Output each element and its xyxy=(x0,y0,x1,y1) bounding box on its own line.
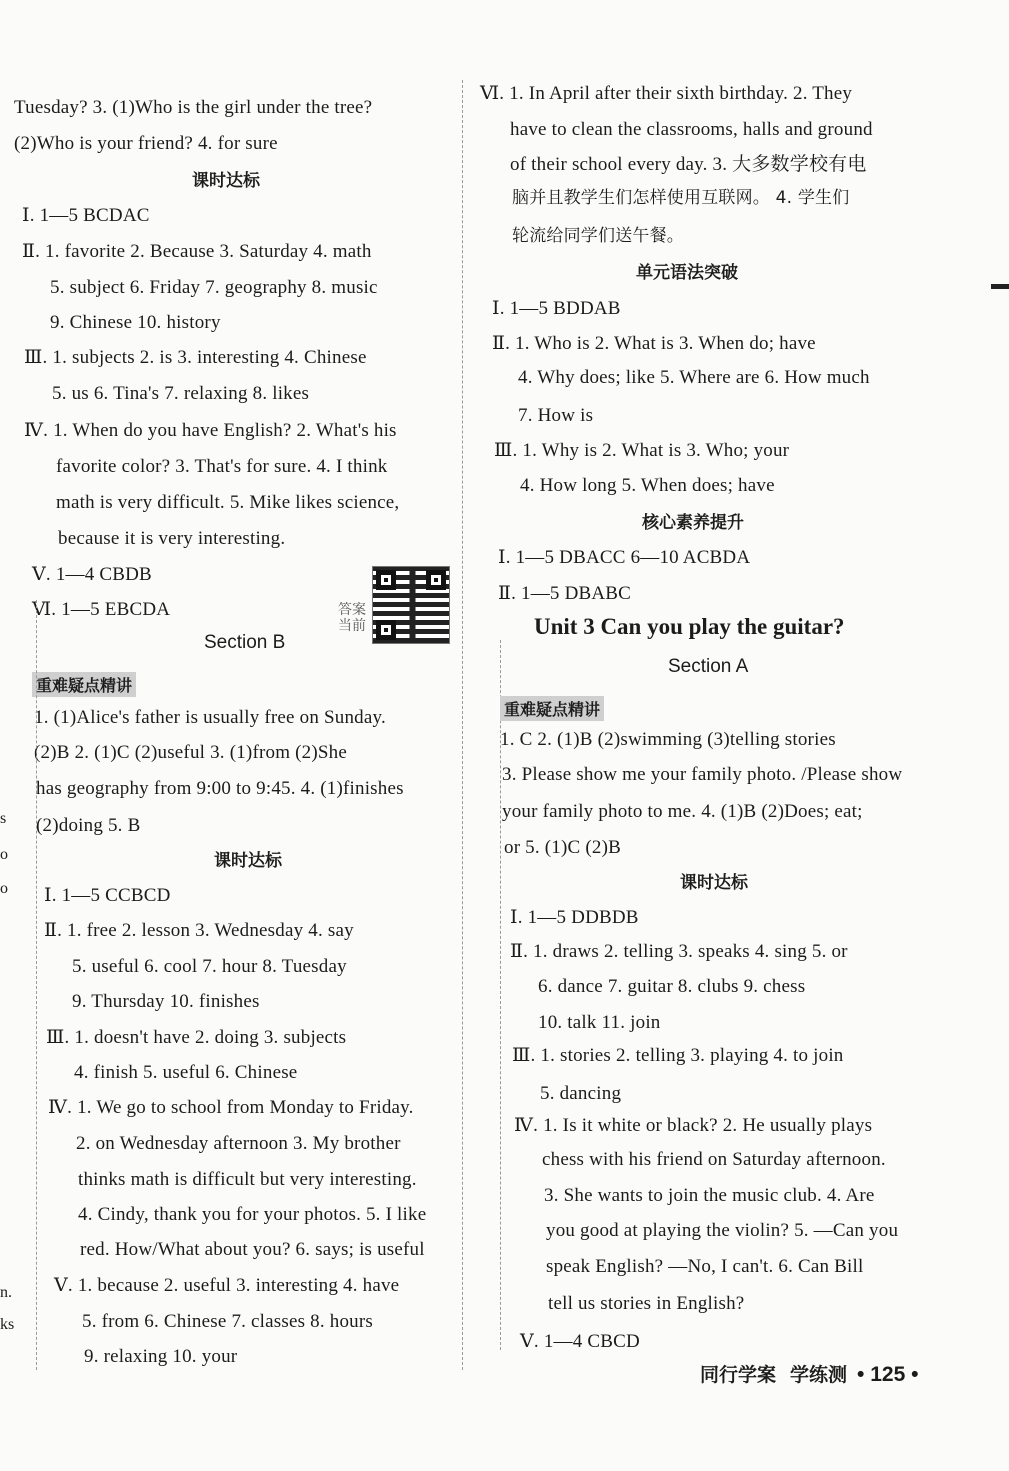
text-line: tell us stories in English? xyxy=(548,1293,745,1314)
text-line: 4. Cindy, thank you for your photos. 5. I like xyxy=(78,1204,427,1225)
text-line: Ⅰ. 1—5 BDDAB xyxy=(492,298,621,319)
text-line: Ⅲ. 1. Why is 2. What is 3. Who; your xyxy=(494,440,790,461)
text-line: Ⅰ. 1—5 DDBDB xyxy=(510,907,639,928)
text-line: (2)doing 5. B xyxy=(36,815,141,836)
text-line: thinks math is difficult but very interesting. xyxy=(78,1169,417,1190)
qr-finder xyxy=(376,570,396,590)
text-line: Ⅴ. 1—4 CBDB xyxy=(32,564,152,585)
brand-name: 同行学案 xyxy=(700,1364,777,1386)
section-title: Section B xyxy=(204,632,286,653)
page-footer xyxy=(700,1360,918,1387)
text-line: math is very difficult. 5. Mike likes science, xyxy=(56,492,400,513)
text-line: 4. How long 5. When does; have xyxy=(520,475,775,496)
text-line: 7. How is xyxy=(518,405,594,426)
text-line: Ⅳ. 1. Is it white or black? 2. He usually plays xyxy=(514,1115,873,1136)
qr-code[interactable] xyxy=(372,566,450,644)
qr-finder xyxy=(426,570,446,590)
text-line: 4. finish 5. useful 6. Chinese xyxy=(74,1062,298,1083)
text-line: Ⅲ. 1. subjects 2. is 3. interesting 4. Chinese xyxy=(24,347,367,368)
text-line: 5. subject 6. Friday 7. geography 8. music xyxy=(50,277,378,298)
text-line: Ⅱ. 1. draws 2. telling 3. speaks 4. sing 5. or xyxy=(510,941,848,962)
text-line: Ⅰ. 1—5 DBACC 6—10 ACBDA xyxy=(498,547,751,568)
text-line: Ⅴ. 1—4 CBCD xyxy=(520,1331,640,1352)
edge-fragment: s xyxy=(0,810,7,827)
brand-subtitle: 学练测 xyxy=(790,1364,848,1386)
text-line: Ⅲ. 1. doesn't have 2. doing 3. subjects xyxy=(46,1027,347,1048)
text-line: of their school every day. 3. 大多数学校有电 xyxy=(510,154,867,175)
page-number: • 125 • xyxy=(857,1363,919,1386)
text-line: 5. dancing xyxy=(540,1083,622,1104)
edge-fragment: o xyxy=(0,880,8,897)
text-line: 9. Chinese 10. history xyxy=(50,312,221,333)
unit-title: Unit 3 Can you play the guitar? xyxy=(534,614,845,639)
edge-fragment: n. xyxy=(0,1284,12,1301)
text-line: 9. Thursday 10. finishes xyxy=(72,991,260,1012)
text-line: chess with his friend on Saturday afternoon. xyxy=(542,1149,886,1170)
text-line: Tuesday? 3. (1)Who is the girl under the tree? xyxy=(14,97,373,118)
text-line: your family photo to me. 4. (1)B (2)Does; eat; xyxy=(502,801,863,822)
heading-grammar: 单元语法突破 xyxy=(636,263,738,283)
text-line: Ⅴ. 1. because 2. useful 3. interesting 4. have xyxy=(54,1275,400,1296)
text-line: or 5. (1)C (2)B xyxy=(504,837,621,858)
text-line: favorite color? 3. That's for sure. 4. I think xyxy=(56,456,388,477)
tag-key-points: 重难疑点精讲 xyxy=(500,696,604,721)
text-line: Ⅲ. 1. stories 2. telling 3. playing 4. to join xyxy=(512,1045,844,1066)
text-line: Ⅰ. 1—5 BCDAC xyxy=(22,205,150,226)
text-line: 5. from 6. Chinese 7. classes 8. hours xyxy=(82,1311,373,1332)
text-line: 5. us 6. Tina's 7. relaxing 8. likes xyxy=(52,383,310,404)
text-line: Ⅱ. 1—5 DBABC xyxy=(498,583,632,604)
text-line: (2)B 2. (1)C (2)useful 3. (1)from (2)She xyxy=(34,742,347,763)
heading-drill: 课时达标 xyxy=(214,851,282,871)
heading-drill: 课时达标 xyxy=(192,171,260,191)
column-divider xyxy=(462,80,463,1370)
text-line: has geography from 9:00 to 9:45. 4. (1)finishes xyxy=(36,778,404,799)
text-line: Ⅱ. 1. free 2. lesson 3. Wednesday 4. say xyxy=(44,920,354,941)
text-line: 10. talk 11. join xyxy=(538,1012,661,1033)
text-line: 2. on Wednesday afternoon 3. My brother xyxy=(76,1133,401,1154)
text-line: 4. Why does; like 5. Where are 6. How much xyxy=(518,367,870,388)
text-line: Ⅵ. 1. In April after their sixth birthday. 2. They xyxy=(480,83,853,104)
text-line: have to clean the classrooms, halls and ground xyxy=(510,119,873,140)
text-line: 脑并且教学生们怎样使用互联网。 4. 学生们 xyxy=(512,188,850,208)
heading-drill: 课时达标 xyxy=(680,873,748,893)
tag-key-points: 重难疑点精讲 xyxy=(32,672,136,697)
text-line: Ⅰ. 1—5 CCBCD xyxy=(44,885,171,906)
text-line: speak English? —No, I can't. 6. Can Bill xyxy=(546,1256,864,1277)
text-line: you good at playing the violin? 5. —Can you xyxy=(546,1220,899,1241)
section-title: Section A xyxy=(668,656,749,677)
qr-caption: 答案当前 xyxy=(338,602,366,634)
text-line: 1. (1)Alice's father is usually free on Sunday. xyxy=(34,707,386,728)
text-line: Ⅱ. 1. favorite 2. Because 3. Saturday 4. math xyxy=(22,241,372,262)
heading-core: 核心素养提升 xyxy=(642,513,744,533)
edge-fragment: ks xyxy=(0,1316,15,1333)
text-line: 9. relaxing 10. your xyxy=(84,1346,238,1367)
text-line: 6. dance 7. guitar 8. clubs 9. chess xyxy=(538,976,806,997)
text-line: because it is very interesting. xyxy=(58,528,286,549)
text-line: 3. Please show me your family photo. /Please show xyxy=(502,764,903,785)
text-line: Ⅵ. 1—5 EBCDA xyxy=(32,599,171,620)
page-edge-mark xyxy=(991,284,1009,289)
text-line: 5. useful 6. cool 7. hour 8. Tuesday xyxy=(72,956,347,977)
text-line: 轮流给同学们送午餐。 xyxy=(512,226,684,246)
text-line: 3. She wants to join the music club. 4. Are xyxy=(544,1185,875,1206)
text-line: (2)Who is your friend? 4. for sure xyxy=(14,133,278,154)
text-line: Ⅱ. 1. Who is 2. What is 3. When do; have xyxy=(492,333,816,354)
qr-finder xyxy=(376,620,396,640)
edge-fragment: o xyxy=(0,846,8,863)
text-line: Ⅳ. 1. When do you have English? 2. What's his xyxy=(24,420,397,441)
text-line: 1. C 2. (1)B (2)swimming (3)telling stories xyxy=(500,729,836,750)
text-line: Ⅳ. 1. We go to school from Monday to Friday. xyxy=(48,1097,414,1118)
margin-rule xyxy=(36,600,37,1370)
text-line: red. How/What about you? 6. says; is useful xyxy=(80,1239,425,1260)
